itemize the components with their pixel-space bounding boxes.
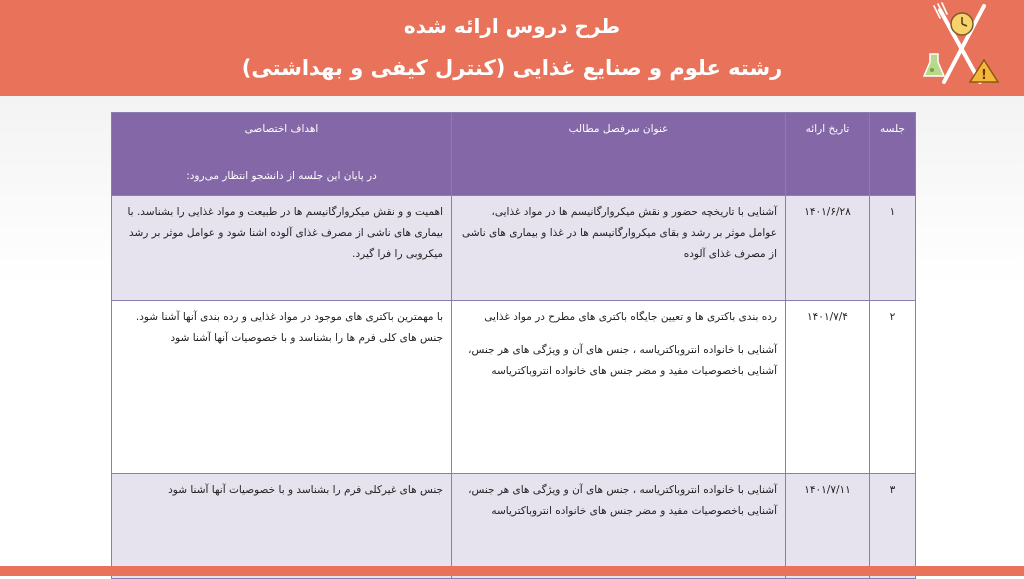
objectives-cell <box>112 474 452 579</box>
header-date: تاریخ ارائه <box>786 113 870 196</box>
topic-text: آشنایی با خانواده انتروباکتریاسه ، جنس های آن و ویژگی های هر جنس، آشنایی باخصوصیات مفید و مضر جنس های خانواده انتروباکتریاسه <box>468 344 777 377</box>
topic-cell <box>452 196 786 301</box>
svg-text:!: ! <box>981 68 987 83</box>
objectives-cell <box>112 196 452 301</box>
table-header-row <box>112 113 916 196</box>
session-date: ۱۴۰۱/۷/۱۱ <box>786 474 870 579</box>
table-row <box>112 301 916 474</box>
objectives-cell <box>112 301 452 474</box>
course-schedule-table <box>111 112 916 579</box>
topic-cell <box>452 474 786 579</box>
session-number: ۱ <box>870 196 916 301</box>
session-number: ۳ <box>870 474 916 579</box>
table-row <box>112 196 916 301</box>
table-row <box>112 474 916 579</box>
header-objectives-cell <box>112 113 452 196</box>
topic-text: آشنایی با تاریخچه حضور و نقش میکروارگانیسم ها در مواد غذایی، عوامل موثر بر رشد و بقای میکروارگانیسم ها در غذا و بیماری های ناشی از مصرف غذای آلوده <box>462 206 777 260</box>
header-session: جلسه <box>870 113 916 196</box>
slide-subtitle: رشته علوم و صنایع غذایی (کنترل کیفی و بهداشتی) <box>241 56 783 80</box>
objective-text: با مهمترین باکتری های موجود در مواد غذایی و رده بندی آنها آشنا شود. <box>135 311 443 323</box>
slide-title: طرح دروس ارائه شده <box>403 14 621 38</box>
footer-bar <box>0 566 1024 576</box>
session-number: ۲ <box>870 301 916 474</box>
session-date: ۱۴۰۱/۶/۲۸ <box>786 196 870 301</box>
header-objectives-sub: در پایان این جلسه از دانشجو انتظار می‌رود: <box>186 170 377 182</box>
session-date: ۱۴۰۱/۷/۴ <box>786 301 870 474</box>
topic-text: آشنایی با خانواده انتروباکتریاسه ، جنس های آن و ویژگی های هر جنس، آشنایی باخصوصیات مفید و مضر جنس های خانواده انتروباکتریاسه <box>468 484 777 517</box>
header-objectives: اهداف اختصاصی <box>244 123 319 135</box>
topic-text: رده بندی باکتری ها و تعیین جایگاه باکتری های مطرح در مواد غذایی <box>484 311 777 323</box>
objective-text: جنس های کلی فرم ها را بشناسد و با خصوصیات آنها آشنا شود <box>170 332 443 344</box>
header-topic: عنوان سرفصل مطالب <box>452 113 786 196</box>
objective-text: جنس های غیرکلی فرم را بشناسد و با خصوصیات آنها آشنا شود <box>168 484 443 496</box>
slide-header <box>0 0 1024 96</box>
food-safety-logo-icon <box>922 2 1002 88</box>
objective-text: اهمیت و و نقش میکروارگانیسم ها در طبیعت و مواد غذایی را بشناسد. با بیماری های ناشی از مصرف غذای آلوده اشنا شود و عوامل موثر بر رشد میکروبی را فرا گیرد. <box>127 206 443 260</box>
topic-cell <box>452 301 786 474</box>
